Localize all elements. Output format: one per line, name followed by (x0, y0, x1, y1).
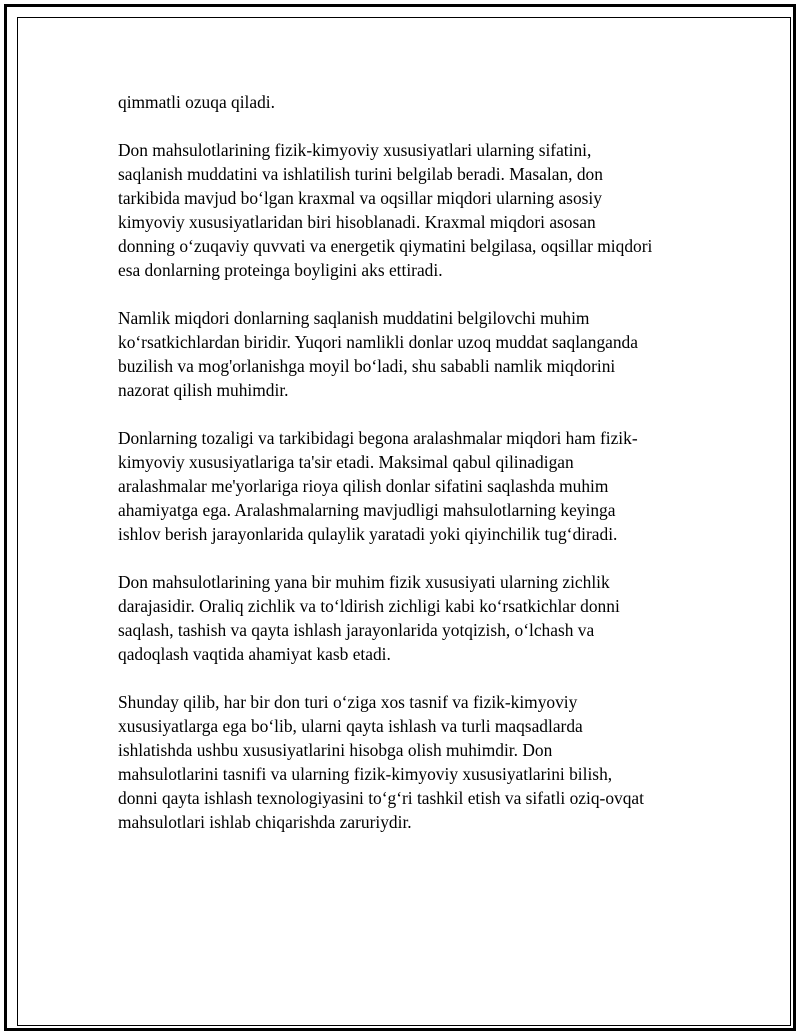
paragraph-line: buzilish va mog'orlanishga moyil bo‘ladi, shu sababli namlik miqdorini (118, 356, 616, 376)
paragraph-line: mahsulotlari ishlab chiqarishda zaruriydir. (118, 812, 412, 832)
paragraph-line: saqlash, tashish va qayta ishlash jarayonlarida yotqizish, o‘lchash va (118, 620, 595, 640)
paragraph-6 (118, 690, 698, 834)
paragraph-line: qimmatli ozuqa qiladi. (118, 92, 275, 112)
paragraph-5 (118, 570, 698, 666)
paragraph-line: ishlov berish jarayonlarida qulaylik yaratadi yoki qiyinchilik tug‘diradi. (118, 524, 618, 544)
paragraph-line: Don mahsulotlarining yana bir muhim fizik xususiyati ularning zichlik (118, 572, 610, 592)
paragraph-line: tarkibida mavjud bo‘lgan kraxmal va oqsillar miqdori ularning asosiy (118, 188, 602, 208)
paragraph-line: donning o‘zuqaviy quvvati va energetik qiymatini belgilasa, oqsillar miqdori (118, 236, 653, 256)
paragraph-line: xususiyatlarga ega bo‘lib, ularni qayta ishlash va turli maqsadlarda (118, 716, 583, 736)
paragraph-line: saqlanish muddatini va ishlatilish turini belgilab beradi. Masalan, don (118, 164, 603, 184)
paragraph-4 (118, 426, 698, 546)
paragraph-line: kimyoviy xususiyatlaridan biri hisoblanadi. Kraxmal miqdori asosan (118, 212, 596, 232)
paragraph-line: Don mahsulotlarining fizik-kimyoviy xususiyatlari ularning sifatini, (118, 140, 592, 160)
paragraph-line: ahamiyatga ega. Aralashmalarning mavjudligi mahsulotlarning keyinga (118, 500, 616, 520)
paragraph-2 (118, 138, 698, 282)
paragraph-3 (118, 306, 698, 402)
paragraph-line: kimyoviy xususiyatlariga ta'sir etadi. Maksimal qabul qilinadigan (118, 452, 574, 472)
paragraph-line: mahsulotlarini tasnifi va ularning fizik-kimyoviy xususiyatlarini bilish, (118, 764, 613, 784)
paragraph-line: ko‘rsatkichlardan biridir. Yuqori namlikli donlar uzoq muddat saqlanganda (118, 332, 638, 352)
paragraph-line: esa donlarning proteinga boyligini aks ettiradi. (118, 260, 443, 280)
paragraph-1 (118, 90, 698, 114)
paragraph-line: qadoqlash vaqtida ahamiyat kasb etadi. (118, 644, 391, 664)
document-body (118, 90, 698, 858)
paragraph-line: darajasidir. Oraliq zichlik va to‘ldirish zichligi kabi ko‘rsatkichlar donni (118, 596, 620, 616)
paragraph-line: donni qayta ishlash texnologiyasini to‘g‘ri tashkil etish va sifatli oziq-ovqat (118, 788, 644, 808)
paragraph-line: ishlatishda ushbu xususiyatlarini hisobga olish muhimdir. Don (118, 740, 553, 760)
paragraph-line: nazorat qilish muhimdir. (118, 380, 289, 400)
paragraph-line: Donlarning tozaligi va tarkibidagi begona aralashmalar miqdori ham fizik- (118, 428, 638, 448)
paragraph-line: Namlik miqdori donlarning saqlanish muddatini belgilovchi muhim (118, 308, 590, 328)
paragraph-line: Shunday qilib, har bir don turi o‘ziga xos tasnif va fizik-kimyoviy (118, 692, 578, 712)
paragraph-line: aralashmalar me'yorlariga rioya qilish donlar sifatini saqlashda muhim (118, 476, 609, 496)
